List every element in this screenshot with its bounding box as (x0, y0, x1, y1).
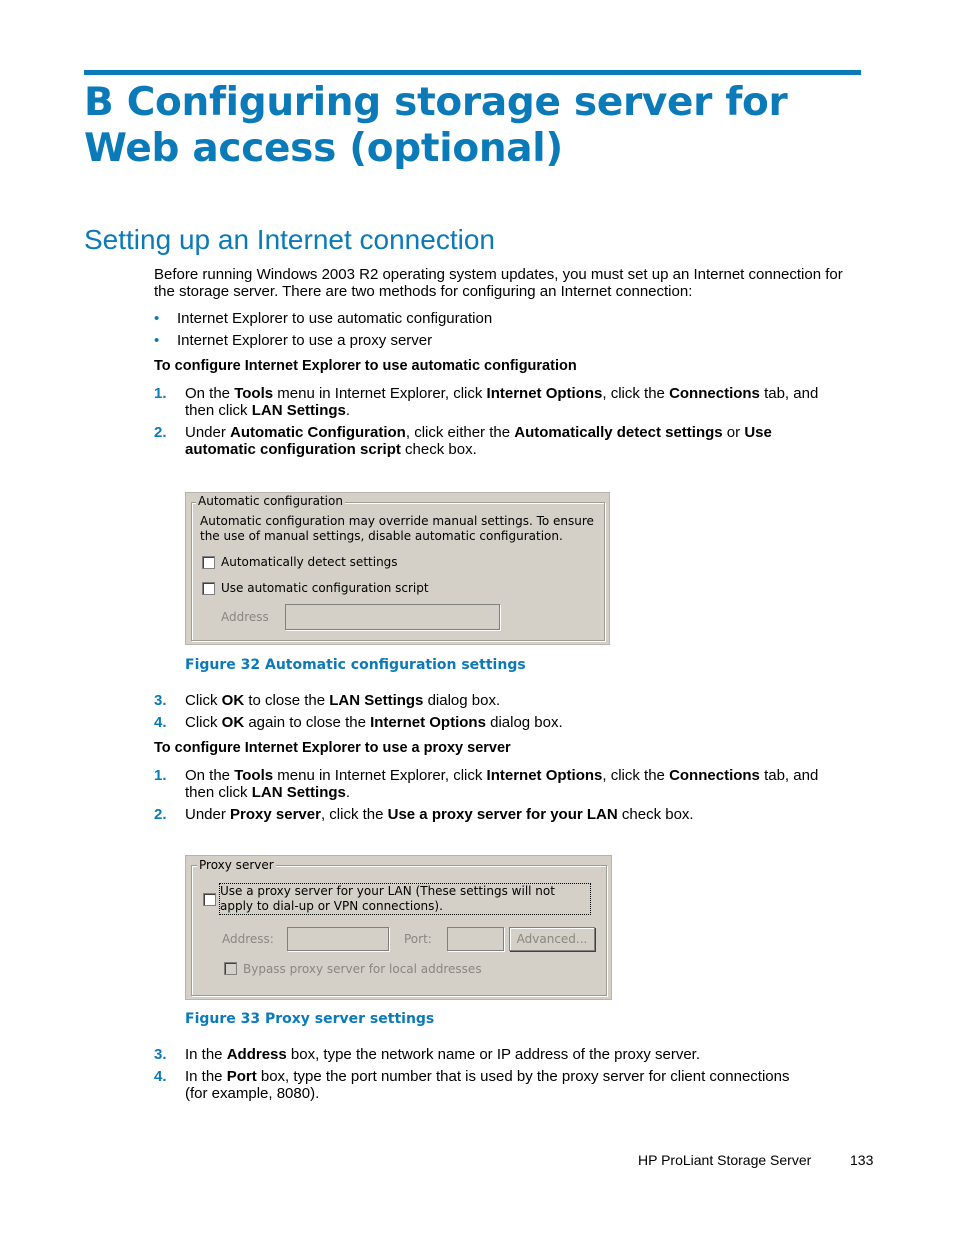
procedure-step: 1. On the Tools menu in Internet Explorer, click Internet Options, click the Connections tab, and then click LAN Settings. (154, 385, 819, 419)
list-item: • Internet Explorer to use a proxy server (154, 332, 433, 349)
address-field[interactable] (285, 604, 500, 630)
dialog-description: Automatic configuration may override manual settings. To ensure the use of manual settings, disable automatic configuration. (200, 514, 594, 543)
use-proxy-checkbox[interactable] (203, 893, 216, 906)
procedure-heading: To configure Internet Explorer to use automatic configuration (154, 358, 577, 374)
procedure-step: 1. On the Tools menu in Internet Explorer, click Internet Options, click the Connections tab, and then click LAN Settings. (154, 767, 819, 801)
section-title: Setting up an Internet connection (84, 224, 495, 255)
group-label: Automatic configuration (198, 494, 343, 508)
figure-caption: Figure 33 Proxy server settings (185, 1011, 435, 1027)
procedure-step: 4. In the Port box, type the port number that is used by the proxy server for client connections (for example, 8080). (154, 1068, 790, 1102)
proxy-address-label: Address: (222, 932, 274, 946)
footer-product: HP ProLiant Storage Server (638, 1152, 812, 1168)
automatic-configuration-dialog (185, 492, 610, 645)
auto-detect-checkbox[interactable] (202, 556, 215, 569)
proxy-port-field[interactable] (447, 927, 504, 951)
procedure-step: 2. Under Automatic Configuration, click either the Automatically detect settings or Use automatic configuration script check box. (154, 424, 772, 458)
group-label: Proxy server (199, 858, 274, 872)
bullet-icon: • (154, 332, 160, 349)
intro-paragraph: Before running Windows 2003 R2 operating system updates, you must set up an Internet connection for the storage server. There are two methods for configuring an Internet connection: (154, 266, 843, 300)
use-proxy-label: Use a proxy server for your LAN (These settings will not apply to dial-up or VPN connections). (220, 884, 590, 914)
address-label: Address (221, 610, 269, 624)
procedure-step: 2. Under Proxy server, click the Use a proxy server for your LAN check box. (154, 806, 694, 823)
chapter-rule (84, 70, 861, 75)
procedure-step: 4. Click OK again to close the Internet Options dialog box. (154, 714, 563, 731)
procedure-step: 3. In the Address box, type the network name or IP address of the proxy server. (154, 1046, 701, 1063)
page-number: 133 (850, 1152, 874, 1168)
bullet-icon: • (154, 310, 160, 327)
procedure-heading: To configure Internet Explorer to use a proxy server (154, 740, 511, 756)
advanced-button[interactable]: Advanced... (509, 927, 595, 951)
proxy-server-dialog (185, 855, 612, 1000)
auto-script-label: Use automatic configuration script (221, 581, 429, 595)
proxy-address-field[interactable] (287, 927, 389, 951)
procedure-step: 3. Click OK to close the LAN Settings dialog box. (154, 692, 501, 709)
bypass-checkbox[interactable] (224, 962, 237, 975)
figure-caption: Figure 32 Automatic configuration settings (185, 657, 526, 673)
auto-script-checkbox[interactable] (202, 582, 215, 595)
chapter-title: B Configuring storage server for Web access (optional) (84, 80, 788, 171)
bypass-label: Bypass proxy server for local addresses (243, 962, 482, 976)
auto-detect-label: Automatically detect settings (221, 555, 398, 569)
list-item: • Internet Explorer to use automatic configuration (154, 310, 493, 327)
proxy-port-label: Port: (404, 932, 432, 946)
